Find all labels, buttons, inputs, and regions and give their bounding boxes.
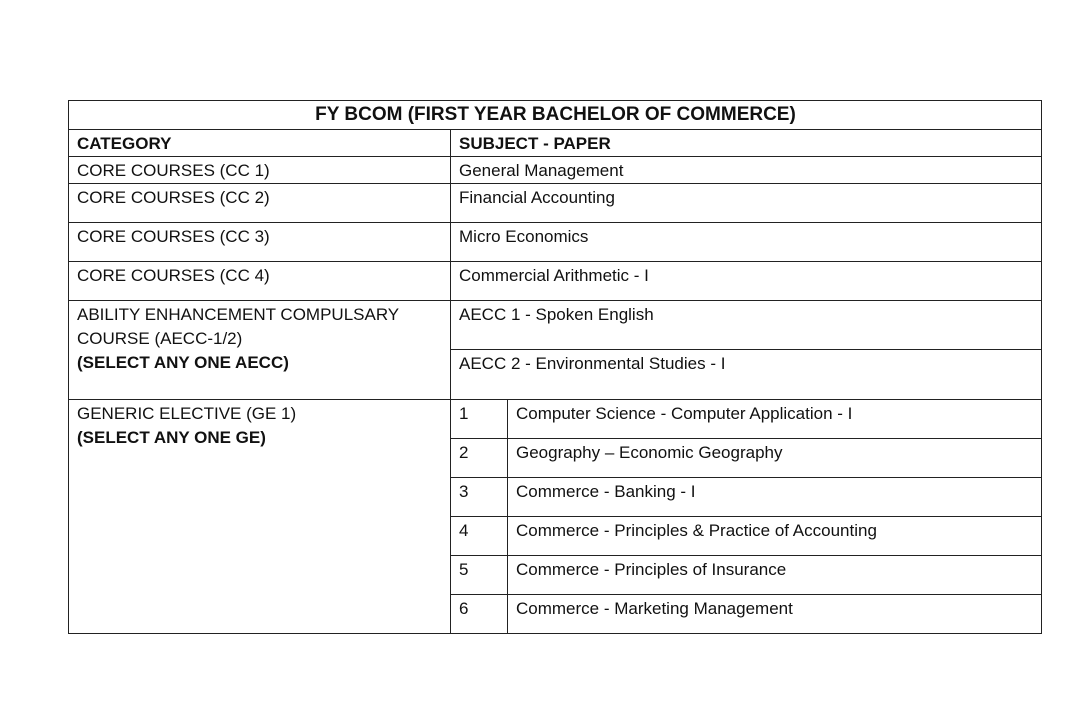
option-number: 3 xyxy=(451,478,508,517)
option-subject: Computer Science - Computer Application - I xyxy=(508,400,1042,439)
subject-cell: Financial Accounting xyxy=(451,184,1042,223)
option-subject: Commerce - Banking - I xyxy=(508,478,1042,517)
table-row-ge xyxy=(69,400,1042,439)
subject-cell: General Management xyxy=(451,157,1042,184)
ge-select-note: (SELECT ANY ONE GE) xyxy=(77,428,266,447)
ge-category-label: GENERIC ELECTIVE (GE 1) xyxy=(77,404,297,423)
option-number: 6 xyxy=(451,595,508,634)
option-number: 2 xyxy=(451,439,508,478)
table-row xyxy=(69,223,1042,262)
table-row xyxy=(69,262,1042,301)
option-subject: Commerce - Principles of Insurance xyxy=(508,556,1042,595)
header-row xyxy=(69,130,1042,157)
subject-cell: Commercial Arithmetic - I xyxy=(451,262,1042,301)
aecc-category-line2: COURSE (AECC-1/2) xyxy=(77,329,243,348)
aecc-category-cell xyxy=(69,301,451,400)
category-cell: CORE COURSES (CC 2) xyxy=(69,184,451,223)
subject-cell: Micro Economics xyxy=(451,223,1042,262)
table-row-aecc xyxy=(69,301,1042,350)
aecc-category-line1: ABILITY ENHANCEMENT COMPULSARY xyxy=(77,305,400,324)
syllabus-table xyxy=(68,100,1042,634)
subject-header: SUBJECT - PAPER xyxy=(451,130,1042,157)
option-subject: Geography – Economic Geography xyxy=(508,439,1042,478)
category-cell: CORE COURSES (CC 3) xyxy=(69,223,451,262)
ge-category-cell xyxy=(69,400,451,634)
option-number: 1 xyxy=(451,400,508,439)
subject-cell: AECC 2 - Environmental Studies - I xyxy=(451,350,1042,400)
category-cell: CORE COURSES (CC 4) xyxy=(69,262,451,301)
option-subject: Commerce - Principles & Practice of Accounting xyxy=(508,517,1042,556)
table-row xyxy=(69,157,1042,184)
title-row xyxy=(69,101,1042,130)
table-row xyxy=(69,184,1042,223)
option-subject: Commerce - Marketing Management xyxy=(508,595,1042,634)
aecc-select-note: (SELECT ANY ONE AECC) xyxy=(77,353,289,372)
subject-cell: AECC 1 - Spoken English xyxy=(451,301,1042,350)
option-number: 5 xyxy=(451,556,508,595)
category-cell: CORE COURSES (CC 1) xyxy=(69,157,451,184)
category-header: CATEGORY xyxy=(69,130,451,157)
option-number: 4 xyxy=(451,517,508,556)
table-title: FY BCOM (FIRST YEAR BACHELOR OF COMMERCE) xyxy=(69,101,1042,130)
